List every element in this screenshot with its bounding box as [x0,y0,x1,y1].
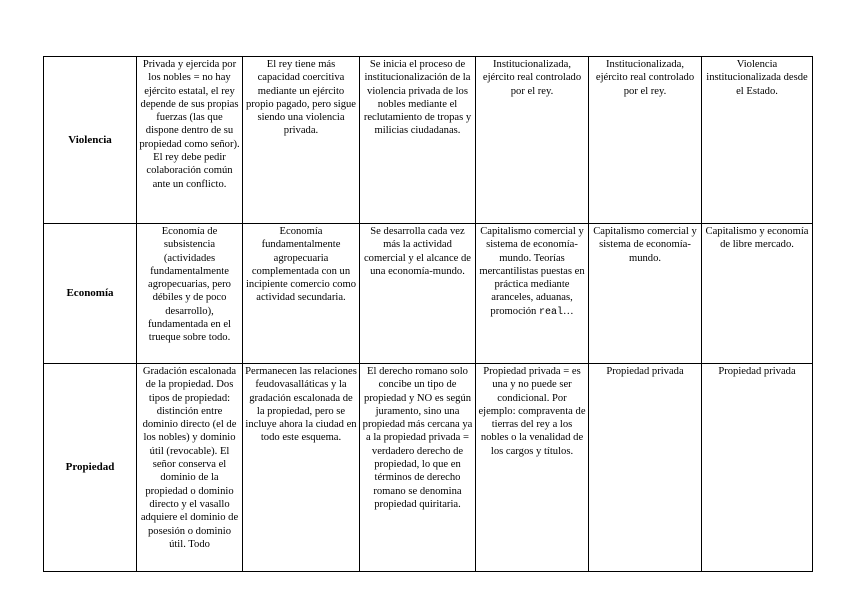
row-header-propiedad: Propiedad [44,364,137,572]
cell-text: Capitalismo comercial y sistema de economía-mundo. Teorías mercantilistas puestas en práctica mediante aranceles, aduanas, promoción [479,226,585,317]
table-cell: Se desarrolla cada vez más la actividad comercial y el alcance de una economía-mundo. [360,224,476,364]
table-cell: Gradación escalonada de la propiedad. Dos tipos de propiedad: distinción entre dominio directo (el de los nobles) y dominio útil (revocable). El señor conserva el dominio de la propiedad o dominio directo y el vasallo adquiere el dominio de posesión o dominio útil. Todo [137,364,243,572]
table-cell: El rey tiene más capacidad coercitiva mediante un ejército propio pagado, pero sigue siendo una violencia privada. [243,57,360,224]
table-cell: Institucionalizada, ejército real controlado por el rey. [476,57,589,224]
table-cell: Propiedad privada [589,364,702,572]
table-cell: Institucionalizada, ejército real controlado por el rey. [589,57,702,224]
table-row-economia [44,224,813,364]
table-cell: Violencia institucionalizada desde el Estado. [702,57,813,224]
table-cell: Economía fundamentalmente agropecuaria complementada con un incipiente comercio como actividad secundaria. [243,224,360,364]
table-row-violencia [44,57,813,224]
table-cell: Capitalismo y economía de libre mercado. [702,224,813,364]
row-header-violencia: Violencia [44,57,137,224]
table-row-propiedad [44,364,813,572]
table-cell: Economía de subsistencia (actividades fundamentalmente agropecuarias, pero débiles y de poco desarrollo), fundamentada en el trueque sobre todo. [137,224,243,364]
cell-text-mono: real [538,306,563,318]
table-cell: Privada y ejercida por los nobles = no hay ejército estatal, el rey depende de sus propias fuerzas (las que dispone dentro de su propiedad como señor). El rey debe pedir colaboración común ante un conflicto. [137,57,243,224]
comparison-table [43,56,813,572]
table-cell: Propiedad privada [702,364,813,572]
table-cell: Propiedad privada = es una y no puede ser condicional. Por ejemplo: compraventa de tierras del rey a los nobles o la venalidad de los cargos y títulos. [476,364,589,572]
row-header-economia: Economía [44,224,137,364]
table-cell: Capitalismo comercial y sistema de economía-mundo. [589,224,702,364]
table-cell: Permanecen las relaciones feudovasalláticas y la gradación escalonada de la propiedad, pero se incluye ahora la ciudad en todo este esquema. [243,364,360,572]
table-cell [476,224,589,364]
cell-text-ellipsis: … [562,305,574,317]
table-cell: Se inicia el proceso de institucionalización de la violencia privada de los nobles mediante el reclutamiento de tropas y milicias ciudadanas. [360,57,476,224]
table-cell: El derecho romano solo concibe un tipo de propiedad y NO es según juramento, sino una propiedad más cercana ya a la propiedad privada = verdadero derecho de propiedad, lo que en términos de derecho romano se denomina propiedad quiritaria. [360,364,476,572]
